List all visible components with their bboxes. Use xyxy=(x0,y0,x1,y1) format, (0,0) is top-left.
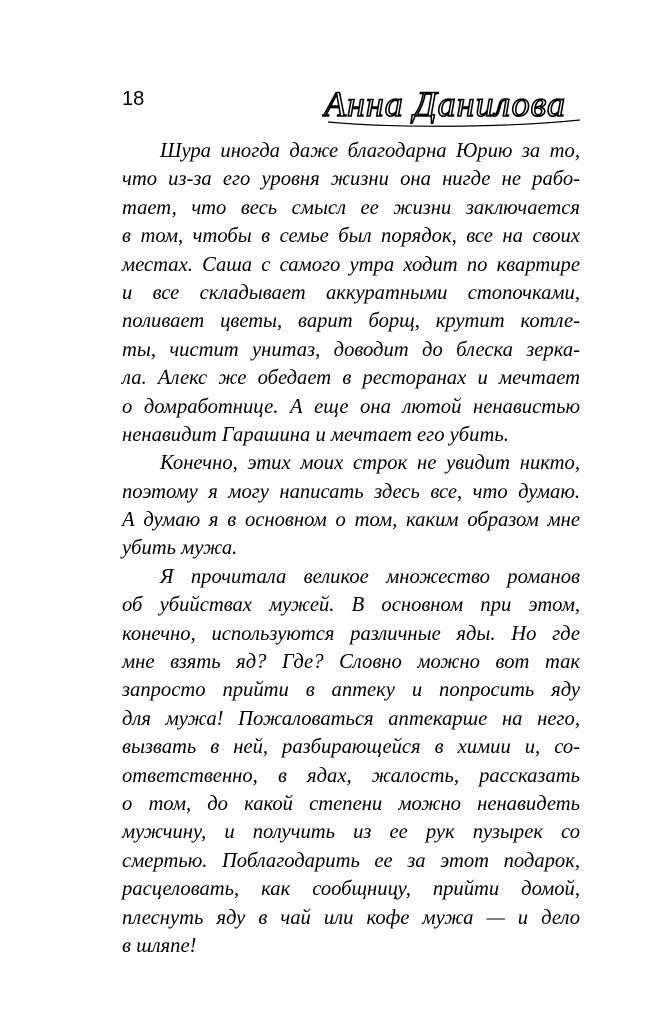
text-line: запросто прийти в аптеку и попросить яду xyxy=(122,679,580,702)
text-line: поливает цветы, варит борщ, крутит котле- xyxy=(122,310,580,333)
text-line: для мужа! Пожаловаться аптекарше на него, xyxy=(122,707,580,730)
text-line: мужчину, и получить из ее рук пузырек со xyxy=(122,821,580,844)
text-line: Я прочитала великое множество романов xyxy=(160,565,580,588)
text-line: мне взять яд? Где? Словно можно вот так xyxy=(122,651,580,674)
text-line: об убийствах мужей. В основном при этом, xyxy=(122,594,580,617)
author-name-text: Анна Данилова xyxy=(324,84,566,124)
body-text xyxy=(122,137,580,960)
text-line: о домработнице. А еще она лютой ненавистью xyxy=(122,395,580,418)
text-line: вызвать в ней, разбирающейся в химии и, со- xyxy=(122,736,580,759)
text-line: конечно, используются различные яды. Но где xyxy=(122,622,580,645)
text-line: поэтому я могу написать здесь все, что думаю. xyxy=(122,480,580,503)
text-line: ответственно, в ядах, жалость, рассказать xyxy=(122,764,580,787)
text-line: местах. Саша с самого утра ходит по квартире xyxy=(122,253,580,276)
text-line: плеснуть яду в чай или кофе мужа — и дело xyxy=(122,906,580,929)
text-line: ты, чистит унитаз, доводит до блеска зерка- xyxy=(122,338,580,361)
page-number: 18 xyxy=(122,88,145,110)
text-line: тает, что весь смысл ее жизни заключается xyxy=(122,196,580,219)
text-line: расцеловать, как сообщницу, прийти домой, xyxy=(122,878,580,901)
text-line: убить мужа. xyxy=(122,537,238,560)
author-name-logo xyxy=(322,78,584,130)
text-line: ненавидит Гарашина и мечтает его убить. xyxy=(122,423,509,446)
text-line: и все складывает аккуратными стопочками, xyxy=(122,281,580,304)
text-line: смертью. Поблагодарить ее за этот подарок, xyxy=(122,849,580,872)
text-line: что из-за его уровня жизни она нигде не рабо- xyxy=(122,168,580,191)
text-line: в шляпе! xyxy=(122,934,197,957)
text-line: ла. Алекс же обедает в ресторанах и мечтает xyxy=(122,367,580,390)
text-line: Конечно, этих моих строк не увидит никто, xyxy=(160,452,580,475)
text-line: Шура иногда даже благодарна Юрию за то, xyxy=(160,140,580,162)
text-line: А думаю я в основном о том, каким образом мне xyxy=(122,509,580,532)
text-line: о том, до какой степени можно ненавидеть xyxy=(122,792,580,815)
text-line: в том, чтобы в семье был порядок, все на своих xyxy=(122,225,580,248)
